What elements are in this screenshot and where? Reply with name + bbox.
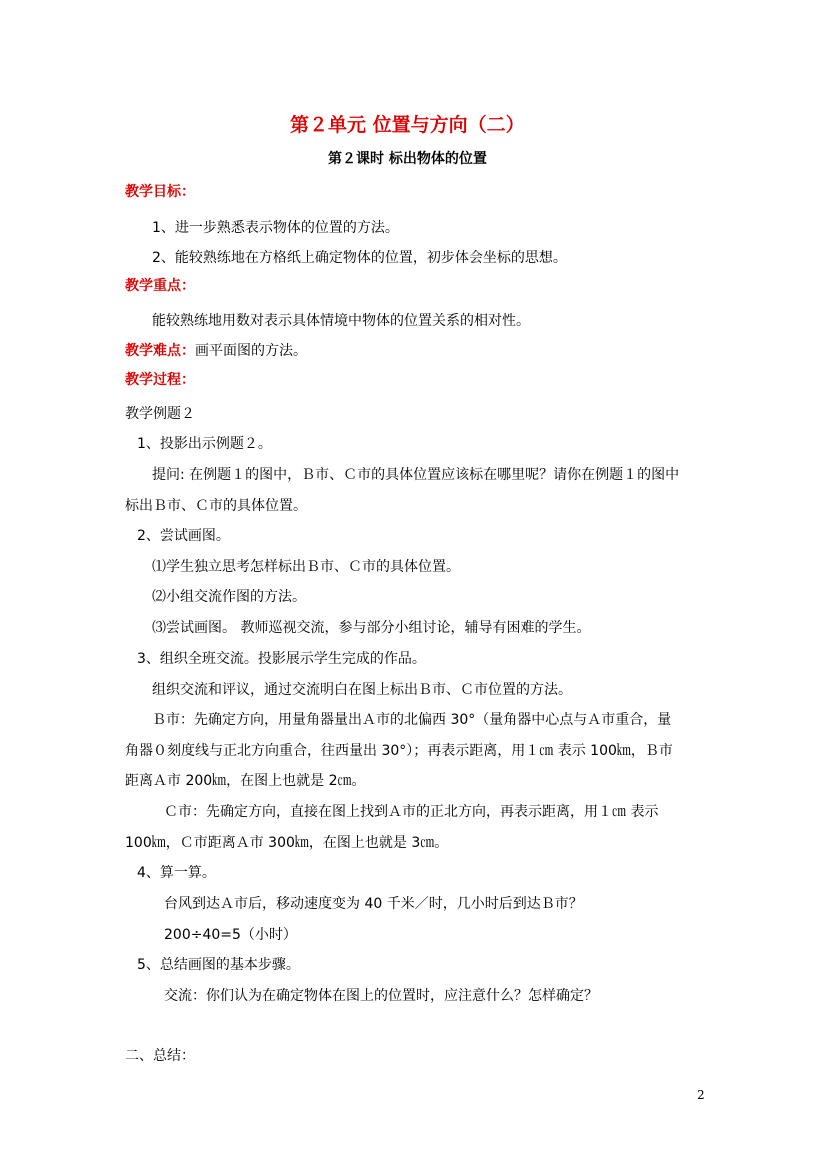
step-4: 4、算一算。: [137, 865, 216, 881]
step-2-c: ⑶尝试画图。 教师巡视交流，参与部分小组讨论，辅导有困难的学生。: [152, 620, 591, 636]
step-3-c-line2: 100㎞，Ｃ市距离Ａ市 300㎞，在图上也就是 3㎝。: [125, 835, 449, 851]
step-1-question-cont: 标出Ｂ市、Ｃ市的具体位置。: [125, 498, 307, 514]
key-points-text: 能较熟练地用数对表示具体情境中物体的位置关系的相对性。: [152, 313, 530, 329]
step-4-answer: 200÷40=5（小时）: [164, 927, 297, 943]
key-points-heading: 教学重点：: [125, 278, 195, 294]
step-5: 5、总结画图的基本步骤。: [137, 957, 300, 973]
goal-item: 1、进一步熟悉表示物体的位置的方法。: [152, 220, 399, 236]
step-2: 2、尝试画图。: [137, 528, 230, 544]
process-heading: 教学过程：: [125, 372, 195, 388]
goals-heading: 教学目标：: [125, 184, 195, 200]
step-3-a: 组织交流和评议，通过交流明白在图上标出Ｂ市、Ｃ市位置的方法。: [152, 682, 572, 698]
step-3-b-line2: 角器０刻度线与正北方向重合，往西量出 30°）；再表示距离，用１㎝ 表示 100㎞，Ｂ市: [125, 743, 673, 759]
step-5-question: 交流：你们认为在确定物体在图上的位置时，应注意什么？怎样确定？: [164, 988, 598, 1004]
step-3-c-line1: Ｃ市：先确定方向，直接在图上找到Ａ市的正北方向，再表示距离，用１㎝ 表示: [164, 804, 659, 820]
difficulty-text: 画平面图的方法。: [195, 343, 307, 359]
page-number: 2: [697, 1088, 705, 1102]
example-label: 教学例题２: [125, 406, 195, 422]
step-1: 1、投影出示例题２。: [137, 436, 272, 452]
step-4-question: 台风到达Ａ市后，移动速度变为 40 千米／时，几小时后到达Ｂ市？: [164, 896, 583, 912]
goal-item: 2、能较熟练地在方格纸上确定物体的位置，初步体会坐标的思想。: [152, 250, 567, 266]
document-title: 第２单元 位置与方向（二）: [290, 114, 525, 136]
step-3: 3、组织全班交流。投影展示学生完成的作品。: [137, 651, 426, 667]
summary-heading: 二、总结：: [125, 1048, 195, 1064]
step-1-question: 提问: 在例题１的图中，Ｂ市、Ｃ市的具体位置应该标在哪里呢？请你在例题１的图中: [152, 467, 680, 483]
difficulty-heading: 教学难点：: [125, 343, 195, 359]
lesson-subtitle: 第２课时 标出物体的位置: [328, 151, 487, 167]
difficulty-line: [125, 341, 307, 361]
step-3-b-line3: 距离Ａ市 200㎞，在图上也就是 2㎝。: [125, 773, 366, 789]
step-3-b-line1: Ｂ市：先确定方向，用量角器量出Ａ市的北偏西 30°（量角器中心点与Ａ市重合，量: [152, 712, 672, 728]
step-2-b: ⑵小组交流作图的方法。: [152, 589, 306, 605]
step-2-a: ⑴学生独立思考怎样标出Ｂ市、Ｃ市的具体位置。: [152, 559, 460, 575]
